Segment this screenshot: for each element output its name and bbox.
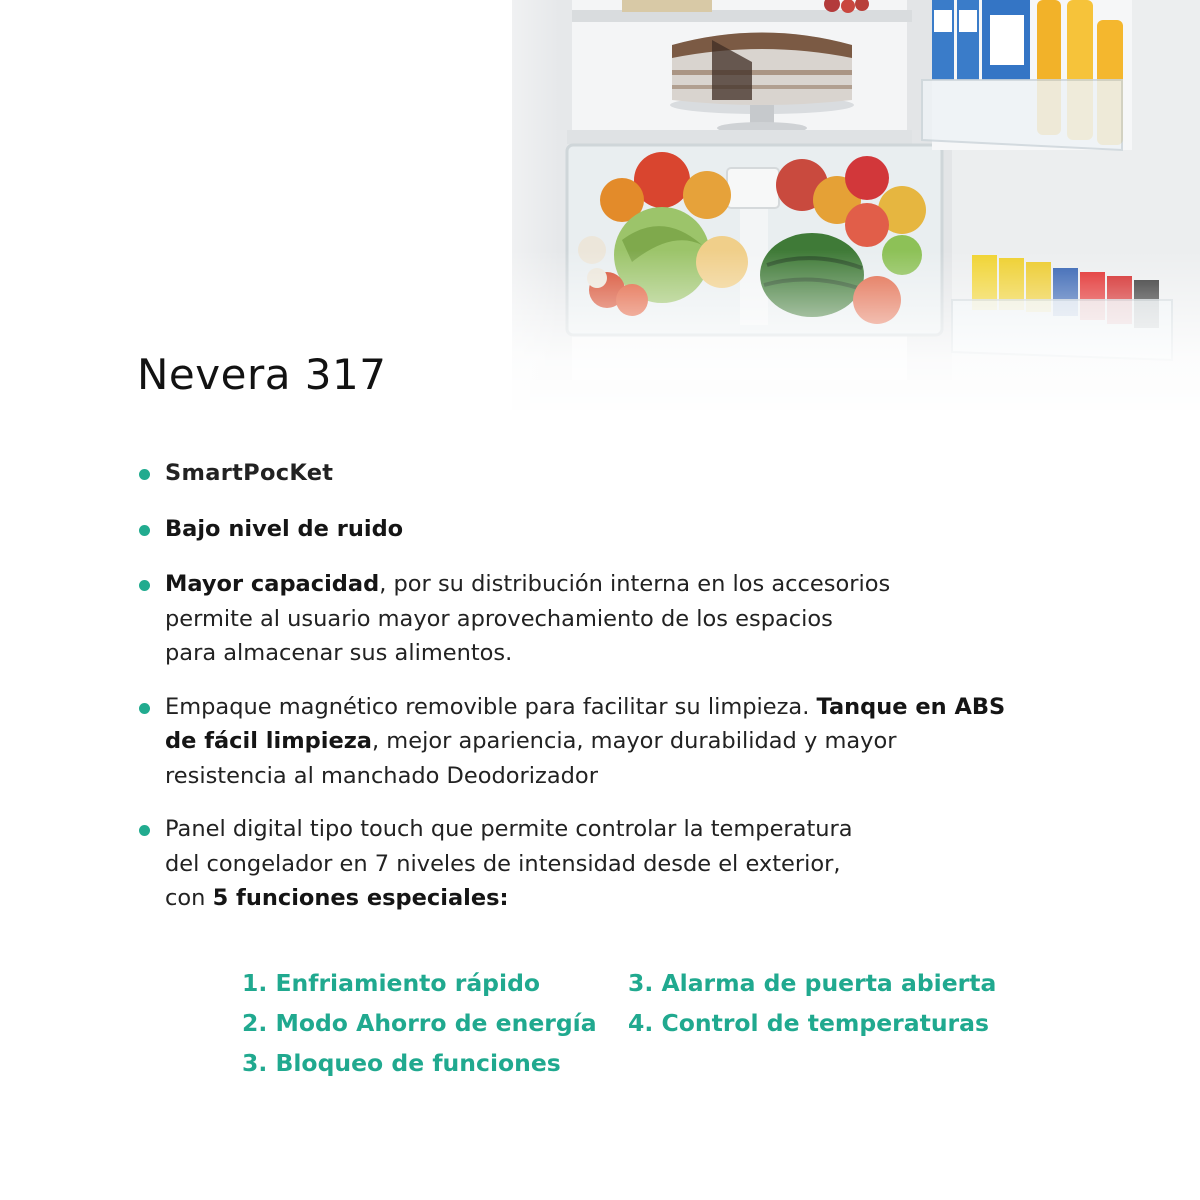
feature-text: Panel digital tipo touch que permite controlar la temperatura: [165, 816, 853, 842]
feature-text: del congelador en 7 niveles de intensidad desde el exterior,: [165, 850, 841, 877]
feature-label: Mayor capacidad: [165, 571, 380, 597]
fridge-interior-image: [512, 0, 1200, 410]
feature-text: Empaque magnético removible para facilitar su limpieza.: [165, 693, 817, 720]
feature-item-digital-panel: [137, 812, 1057, 916]
feature-label: Tanque en ABS: [816, 693, 1006, 720]
feature-label: SmartPocKet: [165, 460, 334, 486]
feature-label: 5 funciones especiales:: [212, 885, 509, 911]
feature-text: , mejor apariencia, mayor durabilidad y mayor: [372, 728, 897, 754]
feature-text: para almacenar sus alimentos.: [165, 640, 513, 666]
feature-list: [137, 456, 1057, 916]
feature-item-capacity: [137, 567, 1057, 671]
feature-item-gasket: [137, 690, 1057, 794]
function-item: 3. Bloqueo de funciones: [242, 1049, 561, 1077]
feature-text: con: [165, 885, 213, 911]
feature-text: permite al usuario mayor aprovechamiento de los espacios: [165, 605, 833, 632]
function-item: 3. Alarma de puerta abierta: [628, 969, 997, 997]
feature-item-smartpocket: [137, 456, 1057, 491]
function-item: 2. Modo Ahorro de energía: [242, 1009, 597, 1037]
feature-text: , por su distribución interna en los accesorios: [379, 571, 891, 597]
feature-label: de fácil limpieza: [165, 728, 372, 754]
feature-label: Bajo nivel de ruido: [165, 515, 404, 542]
product-title: Nevera 317: [137, 350, 387, 399]
feature-text: resistencia al manchado Deodorizador: [165, 762, 598, 789]
feature-item-low-noise: [137, 512, 1057, 547]
function-item: 4. Control de temperaturas: [628, 1009, 989, 1037]
function-item: 1. Enfriamiento rápido: [242, 969, 541, 997]
special-functions-list: [242, 966, 1008, 1080]
